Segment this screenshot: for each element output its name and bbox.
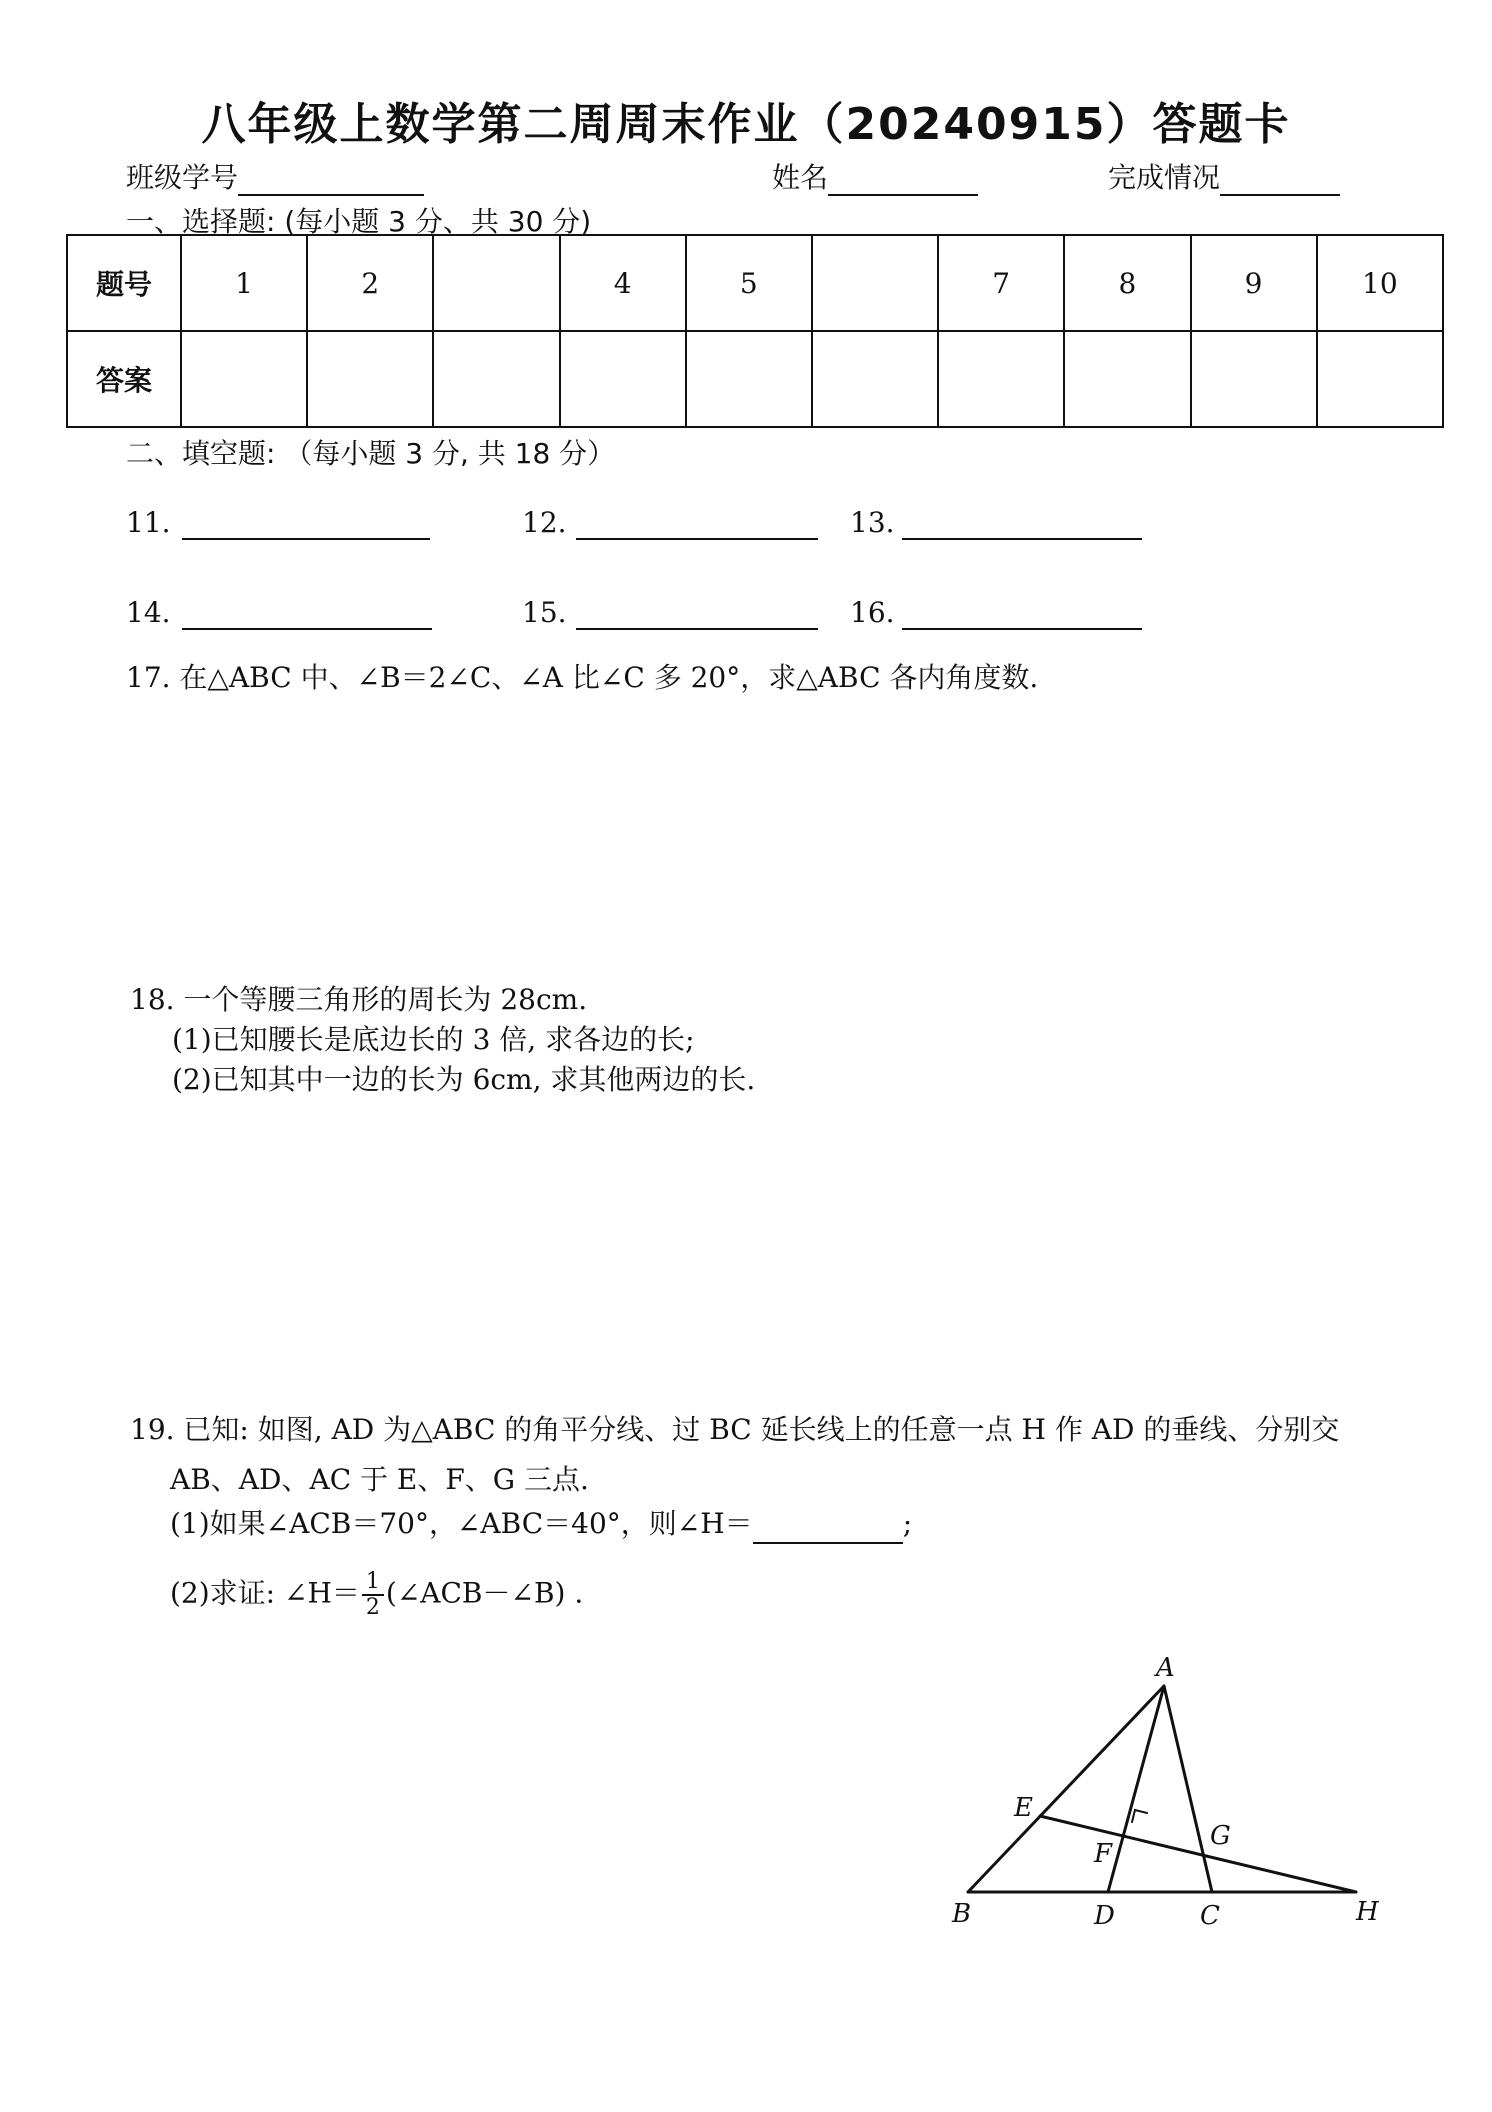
blank-line-14[interactable] — [182, 626, 432, 630]
table-row-answers — [67, 331, 1443, 427]
fraction-denominator: 2 — [365, 1595, 380, 1620]
question-number-cell — [812, 235, 938, 331]
blank-label-15: 15. — [522, 596, 567, 629]
question-17: 17. 在△ABC 中、∠B＝2∠C、∠A 比∠C 多 20°，求△ABC 各内角度数. — [126, 661, 1039, 694]
page-title: 八年级上数学第二周周末作业（20240915）答题卡 — [201, 99, 1291, 150]
answer-cell[interactable] — [433, 331, 559, 427]
question-19-part-1-text: (1)如果∠ACB＝70°，∠ABC＝40°，则∠H＝ — [170, 1507, 753, 1540]
answer-cell[interactable] — [1064, 331, 1190, 427]
label-e: E — [1014, 1793, 1033, 1823]
name-line[interactable] — [828, 164, 978, 196]
name-label: 姓名 — [772, 161, 829, 194]
question-19-line-2: AB、AD、AC 于 E、F、G 三点. — [170, 1463, 589, 1496]
question-number-cell: 1 — [181, 235, 307, 331]
blank-line-12[interactable] — [576, 536, 818, 540]
answer-cell[interactable] — [181, 331, 307, 427]
answer-cell[interactable] — [812, 331, 938, 427]
section-multiple-choice-heading: 一、选择题: (每小题 3 分、共 30 分) — [126, 205, 592, 238]
label-h: H — [1356, 1897, 1379, 1927]
completion-label: 完成情况 — [1108, 161, 1221, 194]
class-number-label: 班级学号 — [126, 161, 239, 194]
blank-label-14: 14. — [126, 596, 171, 629]
answer-cell[interactable] — [1191, 331, 1317, 427]
blank-line-16[interactable] — [902, 626, 1142, 630]
class-number-field[interactable] — [126, 156, 424, 196]
question-19-part-2-end: (∠ACB－∠B) . — [385, 1576, 584, 1610]
blank-line-15[interactable] — [576, 626, 818, 630]
blank-line-13[interactable] — [902, 536, 1142, 540]
answer-cell[interactable] — [938, 331, 1064, 427]
fraction-numerator: 1 — [362, 1570, 384, 1596]
label-f: F — [1094, 1839, 1113, 1869]
question-18-part-1: (1)已知腰长是底边长的 3 倍, 求各边的长; — [172, 1023, 695, 1056]
label-b: B — [952, 1899, 972, 1929]
question-19-answer-line[interactable] — [753, 1514, 903, 1544]
question-number-cell: 4 — [560, 235, 686, 331]
triangle-figure — [930, 1640, 1390, 1930]
question-19-part-2 — [170, 1570, 583, 1620]
label-d: D — [1094, 1901, 1115, 1930]
question-19-part-1-end: ; — [902, 1507, 913, 1540]
blank-line-11[interactable] — [182, 536, 430, 540]
label-c: C — [1200, 1901, 1220, 1930]
right-angle-mark — [1132, 1810, 1147, 1822]
blank-label-13: 13. — [850, 506, 895, 539]
answer-cell[interactable] — [686, 331, 812, 427]
question-19-part-2-text: (2)求证: ∠H＝ — [170, 1576, 360, 1610]
class-number-line[interactable] — [238, 164, 424, 196]
question-number-cell: 5 — [686, 235, 812, 331]
label-g: G — [1210, 1821, 1231, 1851]
answer-cell[interactable] — [560, 331, 686, 427]
row-label-answer: 答案 — [67, 331, 181, 427]
answer-cell[interactable] — [1317, 331, 1443, 427]
question-number-cell: 9 — [1191, 235, 1317, 331]
question-number-cell: 7 — [938, 235, 1064, 331]
question-19-line-1: 19. 已知: 如图, AD 为△ABC 的角平分线、过 BC 延长线上的任意一点 H 作 AD 的垂线、分别交 — [130, 1413, 1340, 1446]
table-row-numbers — [67, 235, 1443, 331]
question-number-cell: 2 — [307, 235, 433, 331]
blank-label-16: 16. — [850, 596, 895, 629]
question-18-intro: 18. 一个等腰三角形的周长为 28cm. — [130, 983, 588, 1016]
question-number-cell — [433, 235, 559, 331]
section-fill-blank-heading: 二、填空题: （每小题 3 分, 共 18 分） — [126, 437, 616, 470]
blank-label-12: 12. — [522, 506, 567, 539]
question-number-cell: 8 — [1064, 235, 1190, 331]
name-field[interactable] — [772, 156, 978, 196]
blank-label-11: 11. — [126, 506, 171, 539]
answer-table — [66, 234, 1444, 428]
label-a: A — [1156, 1653, 1175, 1683]
completion-line[interactable] — [1220, 164, 1340, 196]
row-label-number: 题号 — [67, 235, 181, 331]
completion-field[interactable] — [1108, 156, 1340, 196]
question-number-cell: 10 — [1317, 235, 1443, 331]
question-19-part-1 — [170, 1504, 912, 1544]
segment-ac — [1164, 1686, 1212, 1892]
answer-cell[interactable] — [307, 331, 433, 427]
question-18-part-2: (2)已知其中一边的长为 6cm, 求其他两边的长. — [172, 1063, 756, 1096]
fraction-one-half — [362, 1570, 384, 1620]
